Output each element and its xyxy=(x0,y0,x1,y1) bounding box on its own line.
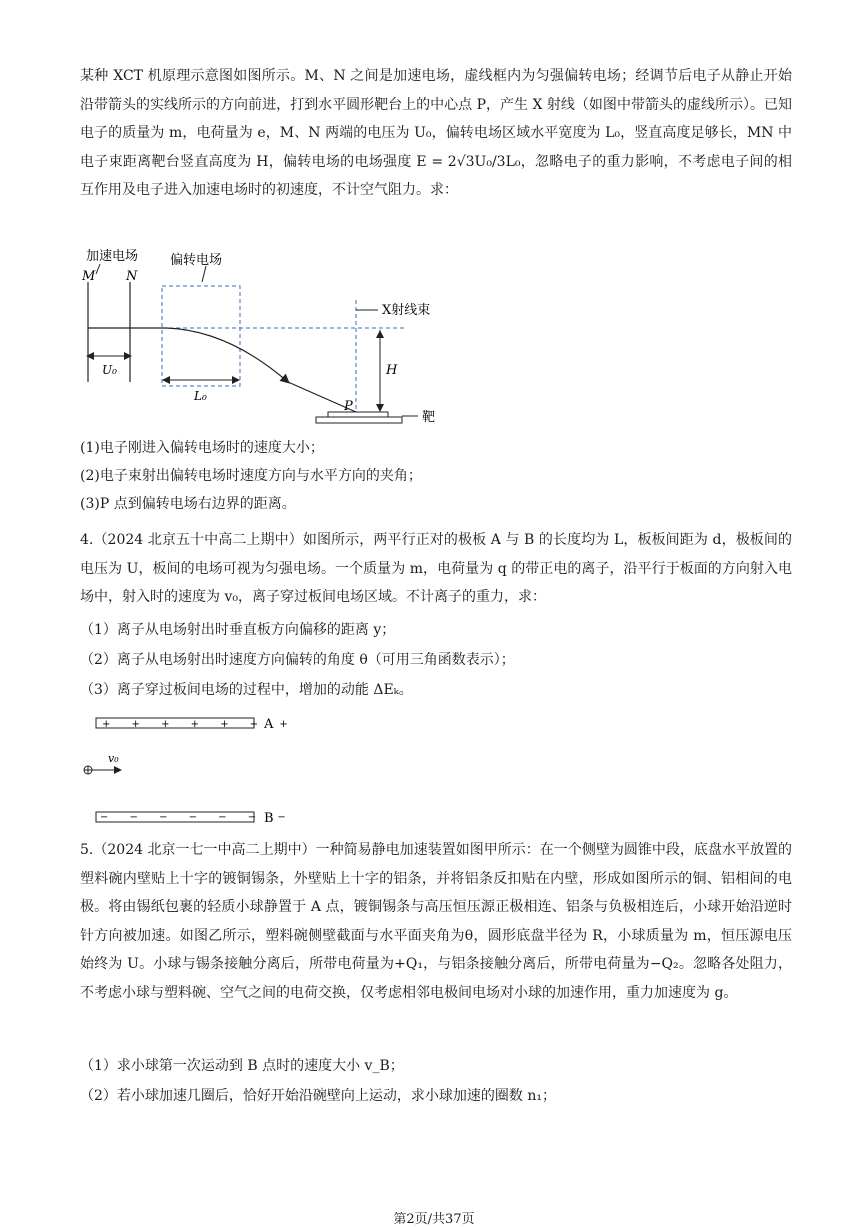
problem5-intro: 5.（2024 北京一七一中高二上期中）一种简易静电加速装置如图甲所示：在一个侧壁为圆锥中段，底盘水平放置的塑料碗内壁贴上十字的镀铜锡条，外壁贴上十字的铝条，并将铝条反扣贴在内壁，形成如图所示的铜、铝相间的电极。将由锡纸包裹的轻质小球静置于 A 点，镀铜锡条与高压恒压源正极相连、铝条与负极相连后，小球开始沿逆时针方向被加速。如图乙所示，塑料碗侧壁截面与水平面夹角为θ，圆形底盘半径为 R，小球质量为 m，恒压源电压始终为 U。小球与锡条接触分离后，所带电荷量为+Q₁，与铝条接触分离后，所带电荷量为−Q₂。忽略各处阻力，不考虑小球与塑料碗、空气之间的电荷交换，仅考虑相邻电极间电场对小球的加速作用，重力加速度为 g。 xyxy=(80,842,792,1001)
label-H: H xyxy=(386,363,398,378)
electron-path-curve xyxy=(166,328,288,382)
problem4-q3: （3）离子穿过板间电场的过程中，增加的动能 ΔEₖ。 xyxy=(80,682,413,698)
label-M: M xyxy=(82,269,96,284)
plate-B-signs: − − − − − − − xyxy=(100,812,295,823)
target-base xyxy=(316,417,402,423)
label-target: 靶 xyxy=(422,410,436,425)
label-deflect-field: 偏转电场 xyxy=(170,253,223,268)
label-L0: L₀ xyxy=(194,389,207,403)
label-xray: X射线束 xyxy=(382,303,431,318)
label-B: B xyxy=(264,811,274,824)
problem5-q1: （1）求小球第一次运动到 B 点时的速度大小 v_B； xyxy=(80,1058,404,1074)
problem4-q2: （2）离子从电场射出时速度方向偏转的角度 θ（可用三角函数表示）； xyxy=(80,652,515,668)
problem3-q1: (1)电子刚进入偏转电场时的速度大小； xyxy=(80,440,324,456)
deflection-field-box xyxy=(162,286,240,386)
label-U0: U₀ xyxy=(102,363,117,377)
plates-diagram xyxy=(80,712,300,824)
problem4-intro: 4.（2024 北京五十中高二上期中）如图所示，两平行正对的极板 A 与 B 的长度均为 L，板板间距为 d，极板间的电压为 U，板间的电场可视为匀强电场。一个质量为 m，电荷量为 q 的带正电的离子，沿平行于板面的方向射入电场中，射入时的速度为 v₀，离子穿过板间电场区域。不计离子的重力，求： xyxy=(80,532,792,605)
label-A: A xyxy=(264,717,274,732)
problem4-q1: （1）离子从电场射出时垂直板方向偏移的距离 y； xyxy=(80,622,396,638)
page-footer: 第2页/共37页 xyxy=(393,1212,475,1227)
xct-diagram xyxy=(78,244,458,430)
target-top xyxy=(328,412,388,417)
label-N: N xyxy=(126,269,138,284)
label-v0: v₀ xyxy=(108,752,119,765)
problem3-intro: 某种 XCT 机原理示意图如图所示。M、N 之间是加速电场，虚线框内为匀强偏转电场；经调节后电子从静止开始沿带箭头的实线所示的方向前进，打到水平圆形靶台上的中心点 P，产生 X 射线（如图中带箭头的虚线所示）。已知电子的质量为 m，电荷量为 e，M、N 两端的电压为 U₀，偏转电场区域水平宽度为 L₀，竖直高度足够长，MN 中电子束距离靶台竖直高度为 H，偏转电场的电场强度 E = 2√3U₀/3L₀，忽略电子的重力影响，不考虑电子间的相互作用及电子进入加速电场时的初速度，不计空气阻力。求： xyxy=(80,68,792,198)
plate-A-signs: + + + + + + + xyxy=(102,719,297,730)
problem3-q2: (2)电子束射出偏转电场时速度方向与水平方向的夹角； xyxy=(80,468,422,484)
problem3-q3: (3)P 点到偏转电场右边界的距离。 xyxy=(80,496,296,512)
label-accel-field: 加速电场 xyxy=(86,249,139,264)
problem5-q2: （2）若小球加速几圈后，恰好开始沿碗壁向上运动，求小球加速的圈数 n₁； xyxy=(80,1088,556,1104)
label-P: P xyxy=(344,399,353,414)
